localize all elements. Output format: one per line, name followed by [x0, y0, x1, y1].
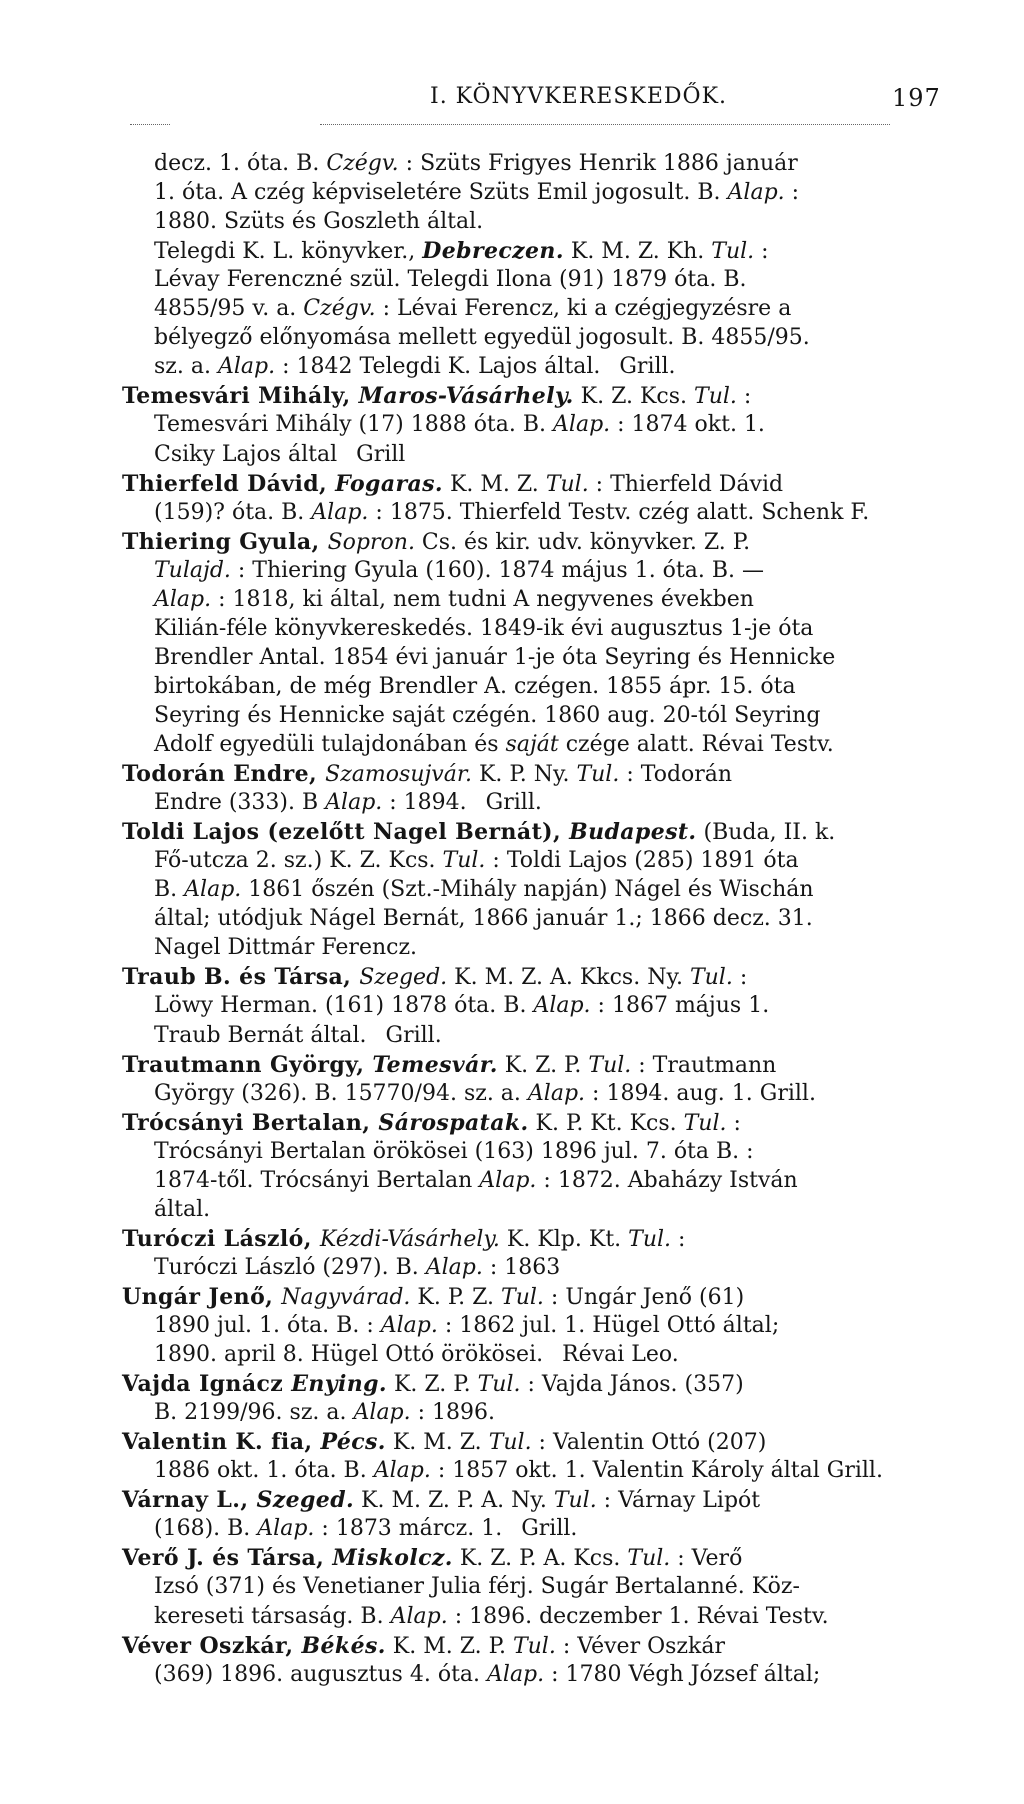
entry-name: Verő J. és Társa,: [122, 1545, 333, 1571]
text-line: [154, 615, 813, 643]
entry-text: K. P. Z.: [410, 1285, 502, 1310]
entry-text: K. M. Z.: [385, 1430, 489, 1455]
text-line: [122, 1225, 685, 1254]
entry-text: : 1863: [482, 1255, 561, 1280]
text-line: [154, 1138, 754, 1166]
entry-text: :: [784, 180, 800, 205]
entry-text: 1886 okt. 1. óta. B.: [154, 1458, 374, 1483]
entry-text: : Trautmann: [631, 1053, 777, 1078]
entry-text: Tul.: [627, 1546, 671, 1571]
text-line: [154, 237, 769, 266]
text-line: [122, 382, 751, 411]
text-line: [154, 789, 542, 817]
entry-text: sz. a.: [154, 354, 218, 379]
entry-text: 1890. april 8. Hügel Ottó örökösei.: [154, 1342, 551, 1367]
entry-name: Debreczen.: [422, 238, 564, 264]
entry-text: : Verő: [670, 1546, 743, 1571]
entry-text: K. Z. P.: [497, 1053, 589, 1078]
entry-text: K. Z. Kcs.: [573, 384, 695, 409]
page-number: 197: [892, 84, 941, 112]
text-line: [154, 673, 796, 701]
text-line: [154, 644, 835, 672]
entry-text: kereseti társaság. B.: [154, 1604, 391, 1629]
entry-text: K. Klp. Kt.: [499, 1227, 629, 1252]
entry-text: : 1894.: [382, 790, 474, 815]
entry-text: : 1818, ki által, nem tudni A negyvenes években: [211, 587, 754, 612]
entry-name: Toldi Lajos (ezelőtt Nagel Bernát),: [122, 819, 570, 845]
entry-text: Szamosujvár.: [325, 762, 472, 787]
text-line: [154, 847, 799, 875]
entry-text: Tul.: [628, 1227, 672, 1252]
entry-text: saját: [505, 732, 559, 757]
entry-text: :: [726, 1111, 741, 1136]
entry-text: Kilián-féle könyvkereskedés. 1849-ik évi augusztus 1-je óta: [154, 616, 814, 641]
entry-text: Czégv.: [303, 296, 376, 321]
entry-text: Grill.: [385, 1023, 442, 1048]
text-line: [154, 586, 754, 614]
entry-text: : 1862 jul. 1. Hügel Ottó által;: [437, 1313, 780, 1338]
entry-text: (Buda, II. k.: [696, 820, 836, 845]
entry-text: 4855/95 v. a.: [154, 296, 304, 321]
entry-text: 1874-től. Trócsányi Bertalan: [154, 1168, 480, 1193]
entry-text: Seyring és Hennicke saját czégén. 1860 aug. 20-tól Seyring: [154, 703, 821, 728]
entry-name: Pécs.: [320, 1429, 386, 1455]
entry-text: : 1896.: [410, 1400, 496, 1425]
entry-name: Thiering Gyula,: [122, 529, 328, 555]
entry-text: Kézdi-Vásárhely.: [319, 1227, 500, 1252]
entry-text: Alap.: [487, 1662, 545, 1687]
entry-text: : Valentin Ottó (207): [531, 1430, 767, 1455]
text-line: [154, 179, 799, 207]
entry-text: B.: [154, 877, 185, 902]
entry-text: Tul.: [576, 762, 620, 787]
entry-text: Grill.: [521, 1516, 578, 1541]
text-line: [122, 760, 732, 789]
text-line: [154, 499, 869, 527]
entry-text: Alap.: [325, 790, 383, 815]
entry-text: Nagyvárad.: [281, 1285, 411, 1310]
entry-name: Valentin K. fia,: [122, 1429, 321, 1455]
text-line: [122, 963, 747, 992]
text-line: [154, 702, 820, 730]
header-rule: [320, 124, 890, 125]
entry-text: : 1857 okt. 1. Valentin Károly által Grill.: [430, 1458, 883, 1483]
entry-text: Brendler Antal. 1854 évi január 1-je óta Seyring és Hennicke: [154, 645, 836, 670]
entry-name: Sárospatak.: [378, 1110, 529, 1136]
entry-text: Tul.: [442, 848, 486, 873]
text-line: [154, 295, 791, 323]
entry-name: Véver Oszkár,: [122, 1633, 302, 1659]
entry-text: : Todorán: [619, 762, 733, 787]
entry-name: Enying.: [291, 1371, 387, 1397]
entry-text: K. M. Z. P. A. Ny.: [354, 1488, 554, 1513]
entry-text: Alap.: [390, 1604, 448, 1629]
entry-text: :: [754, 239, 769, 264]
entry-text: : 1873 márcz. 1.: [314, 1516, 510, 1541]
text-line: [154, 1167, 798, 1195]
entry-text: K. M. Z. P.: [385, 1634, 513, 1659]
entry-text: : Toldi Lajos (285) 1891 óta: [485, 848, 799, 873]
entry-name: Maros-Vásárhely.: [358, 383, 574, 409]
entry-text: Tul.: [588, 1053, 632, 1078]
entry-name: Szeged.: [256, 1487, 355, 1513]
entry-text: :: [732, 965, 748, 990]
entry-text: 1861 őszén (Szt.-Mihály napján) Nágel és Wischán: [241, 877, 814, 902]
entry-text: Szeged.: [359, 965, 448, 990]
entry-text: : 1842 Telegdi K. Lajos által.: [275, 354, 608, 379]
entry-name: Várnay L.,: [122, 1487, 257, 1513]
entry-text: Telegdi K. L. könyvker.,: [154, 239, 423, 264]
text-line: [122, 1283, 744, 1312]
entry-text: Grill: [356, 442, 406, 467]
text-line: [154, 1399, 495, 1427]
entry-text: birtokában, de még Brendler A. czégen. 1855 ápr. 15. óta: [154, 674, 796, 699]
entry-text: bélyegző előnyomása mellett egyedül jogosult. B. 4855/95.: [154, 325, 810, 350]
entry-text: : 1867 május 1.: [590, 993, 770, 1018]
entry-text: (159)? óta. B.: [154, 500, 312, 525]
entry-text: 1880. Szüts és Goszleth által.: [154, 209, 484, 234]
text-line: [122, 818, 835, 847]
entry-text: Alap.: [553, 412, 611, 437]
entry-name: Budapest.: [569, 819, 697, 845]
text-line: [154, 905, 813, 933]
entry-text: Tul.: [488, 1430, 532, 1455]
entry-text: Alap.: [533, 993, 591, 1018]
entry-text: Alap.: [380, 1313, 438, 1338]
entry-text: : 1896. deczember 1. Révai Testv.: [447, 1604, 829, 1629]
entry-text: Grill.: [619, 354, 676, 379]
entry-name: Trócsányi Bertalan,: [122, 1110, 379, 1136]
entry-text: 1. óta. A czég képviseletére Szüts Emil jogosult. B.: [154, 180, 728, 205]
text-line: [154, 1573, 800, 1601]
entry-text: czége alatt. Révai Testv.: [558, 732, 834, 757]
text-line: [154, 208, 483, 236]
entry-name: Vajda Ignácz: [122, 1371, 292, 1397]
entry-name: Thierfeld Dávid,: [122, 471, 336, 497]
entry-text: Tul.: [683, 1111, 727, 1136]
entry-text: Alap.: [217, 354, 276, 379]
text-line: [154, 557, 764, 585]
text-line: [154, 1515, 577, 1543]
entry-text: :: [671, 1227, 686, 1252]
entry-text: K. Z. P. A. Kcs.: [452, 1546, 628, 1571]
entry-text: Tul.: [553, 1488, 597, 1513]
entry-name: Miskolcz.: [332, 1545, 453, 1571]
entry-text: Traub Bernát által.: [154, 1023, 374, 1048]
entry-text: Tul.: [711, 239, 755, 264]
text-line: [154, 441, 405, 469]
entry-text: Alap.: [479, 1168, 537, 1193]
entry-name: Traub B. és Társa,: [122, 964, 360, 990]
text-line: [122, 1428, 766, 1457]
entry-text: Alap.: [311, 500, 369, 525]
entry-text: Alap.: [154, 587, 212, 612]
entry-text: :: [736, 384, 752, 409]
entry-text: Tul.: [689, 965, 733, 990]
entry-text: (369) 1896. augusztus 4. óta.: [154, 1662, 488, 1687]
entry-text: Cs. és kir. udv. könyvker. Z. P.: [414, 530, 751, 555]
entry-text: : 1780 Végh József által;: [544, 1662, 821, 1687]
entry-text: Révai Leo.: [562, 1342, 679, 1367]
entry-text: Tul.: [694, 384, 737, 409]
text-line: [154, 1312, 779, 1340]
entry-text: decz. 1. óta. B.: [154, 151, 327, 176]
entry-text: Endre (333). B: [154, 790, 326, 815]
text-line: [154, 324, 810, 352]
entry-text: : Thierfeld Dávid: [588, 472, 784, 497]
entry-name: Fogaras.: [335, 471, 443, 497]
entry-text: Tul.: [545, 472, 589, 497]
text-line: [154, 266, 747, 294]
entry-text: K. M. Z. Kh.: [563, 239, 712, 264]
entry-text: : 1874 okt. 1.: [610, 412, 765, 437]
entry-text: (168). B.: [154, 1516, 258, 1541]
entry-text: Adolf egyedüli tulajdonában és: [154, 732, 506, 757]
text-line: [122, 528, 750, 557]
entry-name: Ungár Jenő,: [122, 1284, 282, 1310]
entry-text: : 1894. aug. 1. Grill.: [585, 1081, 816, 1106]
text-line: [154, 1254, 560, 1282]
entry-name: Temesvári Mihály,: [122, 383, 359, 409]
header-rule-left: [130, 124, 170, 125]
entry-text: : Ungár Jenő (61): [543, 1285, 745, 1310]
entry-text: : Várnay Lipót: [596, 1488, 761, 1513]
entry-name: Todorán Endre,: [122, 761, 326, 787]
text-line: [154, 1341, 679, 1369]
entry-text: : Véver Oszkár: [555, 1634, 725, 1659]
entry-text: Alap.: [425, 1255, 483, 1280]
entry-text: Tul.: [501, 1285, 544, 1310]
text-line: [122, 1486, 760, 1515]
entry-text: Tul.: [512, 1634, 556, 1659]
entry-text: : Thiering Gyula (160). 1874 május 1. óta. B. —: [230, 558, 765, 583]
text-line: [122, 470, 783, 499]
text-line: [154, 353, 676, 381]
entry-text: K. P. Kt. Kcs.: [528, 1111, 684, 1136]
entry-text: K. P. Ny.: [471, 762, 577, 787]
entry-text: Czégv.: [326, 151, 399, 176]
entry-text: által; utódjuk Nágel Bernát, 1866 január 1.; 1866 decz. 31.: [154, 906, 813, 931]
entry-text: : 1875. Thierfeld Testv. czég alatt. Schenk F.: [368, 500, 870, 525]
entry-text: Turóczi László (297). B.: [154, 1255, 426, 1280]
text-line: [122, 1051, 776, 1080]
text-line: [122, 1632, 725, 1661]
entry-text: B. 2199/96. sz. a.: [154, 1400, 354, 1425]
entry-text: : Szüts Frigyes Henrik 1886 január: [398, 151, 798, 176]
text-line: [122, 1109, 741, 1138]
entry-text: Alap.: [184, 877, 242, 902]
entry-name: Békés.: [301, 1633, 386, 1659]
text-line: [154, 934, 417, 962]
entry-text: Alap.: [527, 1081, 586, 1106]
entry-text: Alap.: [373, 1458, 431, 1483]
entry-text: : Lévai Ferencz, ki a czégjegyzésre a: [375, 296, 792, 321]
entry-text: Lévay Ferenczné szül. Telegdi Ilona (91) 1879 óta. B.: [154, 267, 747, 292]
entry-text: Nagel Dittmár Ferencz.: [154, 935, 418, 960]
entry-text: Temesvári Mihály (17) 1888 óta. B.: [154, 412, 554, 437]
entry-text: Alap.: [257, 1516, 315, 1541]
text-line: [154, 1022, 442, 1050]
entry-text: Sopron.: [327, 530, 415, 555]
entry-text: : Vajda János. (357): [520, 1372, 744, 1397]
text-line: [122, 1544, 742, 1573]
entry-text: Izsó (371) és Venetianer Julia férj. Sugár Bertalanné. Köz-: [154, 1574, 800, 1599]
entry-text: Tul.: [477, 1372, 521, 1397]
entry-text: K. M. Z. A. Kkcs. Ny.: [447, 965, 690, 990]
entry-text: K. M. Z.: [442, 472, 546, 497]
entry-name: Temesvár.: [372, 1052, 498, 1078]
entry-text: Alap.: [727, 180, 785, 205]
entry-text: K. Z. P.: [386, 1372, 478, 1397]
running-header: I. KÖNYVKERESKEDŐK.: [430, 84, 728, 109]
entry-text: Alap.: [353, 1400, 411, 1425]
text-line: [154, 1080, 816, 1108]
entry-text: : 1872. Abaházy István: [536, 1168, 798, 1193]
text-line: [154, 411, 765, 439]
text-line: [154, 876, 814, 904]
entry-text: 1890 jul. 1. óta. B. :: [154, 1313, 381, 1338]
entry-text: Csiky Lajos által: [154, 442, 345, 467]
entry-text: György (326). B. 15770/94. sz. a.: [154, 1081, 528, 1106]
text-line: [154, 150, 798, 178]
text-line: [154, 1196, 210, 1224]
entry-text: Löwy Herman. (161) 1878 óta. B.: [154, 993, 534, 1018]
entry-text: Tulajd.: [154, 558, 231, 583]
entry-text: Trócsányi Bertalan örökösei (163) 1896 jul. 7. óta B. :: [154, 1139, 754, 1164]
text-line: [154, 731, 834, 759]
entry-name: Trautmann György,: [122, 1052, 373, 1078]
text-line: [154, 1661, 820, 1689]
text-line: [122, 1370, 744, 1399]
entry-text: Fő-utcza 2. sz.) K. Z. Kcs.: [154, 848, 443, 873]
text-line: [154, 1603, 829, 1631]
entry-text: Grill.: [485, 790, 542, 815]
entry-text: által.: [154, 1197, 211, 1222]
text-line: [154, 992, 769, 1020]
entry-name: Turóczi László,: [122, 1226, 320, 1252]
text-line: [154, 1457, 883, 1485]
